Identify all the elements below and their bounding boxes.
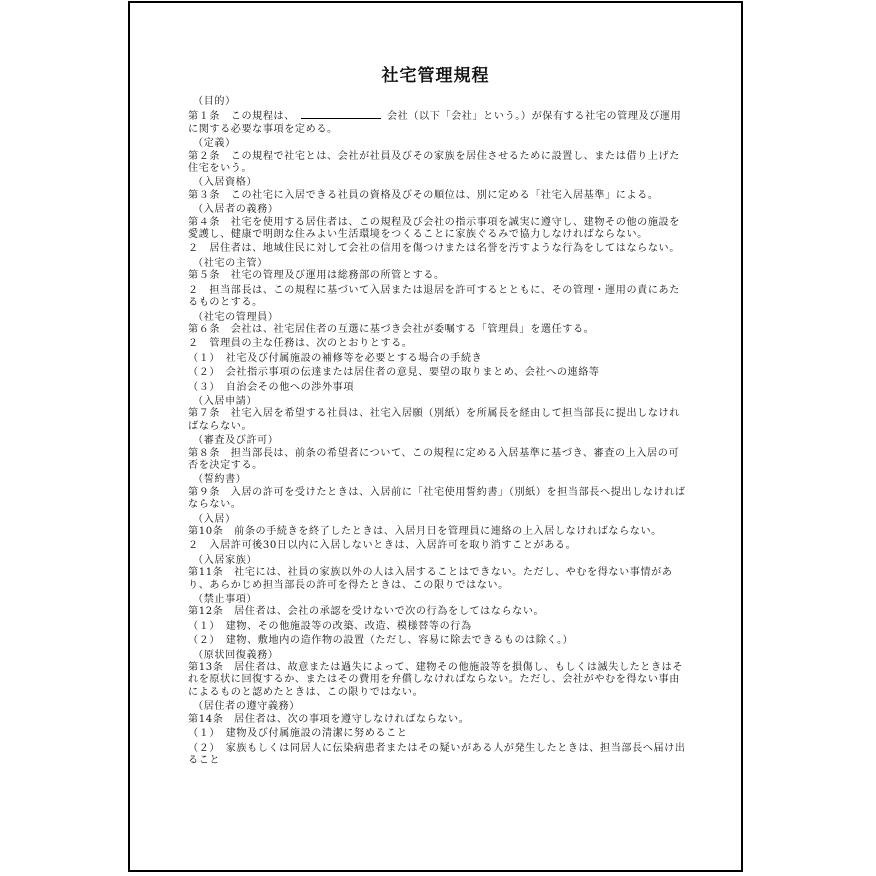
article-paragraph: 第５条 社宅の管理及び運用は総務部の所管とする。 xyxy=(188,270,445,282)
document-page xyxy=(128,1,743,872)
article-paragraph: 第６条 会社は、社宅居住者の互選に基づき会社が委嘱する「管理員」を選任する。 xyxy=(188,323,595,335)
article-paragraph: 第３条 この社宅に入居できる社員の資格及びその順位は、別に定める「社宅入居基準」による。 xyxy=(188,189,659,201)
section-heading: （入居申請） xyxy=(193,395,258,407)
section-heading: （定義） xyxy=(193,138,236,150)
article-paragraph: 第12条 居住者は、会社の承認を受けないで次の行為をしてはならない。 xyxy=(188,606,545,618)
section-heading: （入居家族） xyxy=(193,554,258,566)
article-paragraph: （２） 家族もしくは同居人に伝染病患者またはその疑いがある人が発生したときは、担当部長へ届け出ること xyxy=(188,742,686,766)
section-heading: （社宅の主管） xyxy=(193,257,268,269)
section-heading: （居住者の遵守義務） xyxy=(193,701,300,713)
article-paragraph: （１） 建物及び付属施設の清潔に努めること xyxy=(188,728,408,740)
company-name-blank xyxy=(301,108,381,119)
article-paragraph xyxy=(188,108,686,136)
article-paragraph: 第９条 入居の許可を受けたときは、入居前に「社宅使用誓約書」（別紙）を担当部長へ提出しなければならない。 xyxy=(188,486,686,511)
article-paragraph: 第13条 居住者は、故意または過失によって、建物その他施設等を損傷し、もしくは滅失したときはそれを原状に回復するか、またはその費用を弁償しなければならない。ただし、会社がやむを得ない事由によるものと認めたときは、この限りではない。 xyxy=(188,662,684,698)
article-paragraph: 第４条 社宅を使用する居住者は、この規程及び会社の指示事項を誠実に遵守し、建物その他の施設を愛護し、健康で明朗な住みよい生活環境をつくることに家族ぐるみで協力しなければならない。 xyxy=(188,216,680,241)
section-heading: （審査及び許可） xyxy=(193,435,279,447)
article-paragraph: 第２条 この規程で社宅とは、会社が社員及びその家族を居住させるために設置し、または借り上げた住宅をいう。 xyxy=(188,150,680,175)
page-title: 社宅管理規程 xyxy=(381,66,490,86)
article-paragraph: ２ 入居許可後30日以内に入居しないときは、入居許可を取り消すことがある。 xyxy=(188,540,577,552)
article-paragraph: （１） 社宅及び付属施設の補修等を必要とする場合の手続き xyxy=(188,352,483,364)
section-heading: （誓約書） xyxy=(193,474,247,486)
paragraph-text: 第１条 この規程は、 xyxy=(188,111,295,123)
document-body xyxy=(188,94,686,769)
article-paragraph: 第７条 社宅入居を希望する社員は、社宅入居願（別紙）を所属長を経由して担当部長に提出しなければならない。 xyxy=(188,408,680,432)
article-paragraph: 第８条 担当部長は、前条の希望者について、この規程に定める入居基準に基づき、審査の上入居の可否を決定する。 xyxy=(188,447,680,471)
section-heading: （目的） xyxy=(193,96,236,107)
article-paragraph: 第11条 社宅には、社員の家族以外の人は入居することはできない。ただし、やむを得ない事情があり、あらかじめ担当部長の許可を得たときは、この限りではない。 xyxy=(188,567,673,591)
section-heading: （入居者の義務） xyxy=(193,204,279,216)
article-paragraph: （２） 会社指示事項の伝達または居住者の意見、要望の取りまとめ、会社への連絡等 xyxy=(188,367,600,379)
paragraph-text: 会社（以下「会社」という。）が保有する社宅の管理及び運用に関する必要な事項を定める。 xyxy=(188,111,682,135)
section-heading: （禁止事項） xyxy=(193,594,258,606)
article-paragraph: 第14条 居住者は、次の事項を遵守しなければならない。 xyxy=(188,713,470,725)
section-heading: （入居） xyxy=(193,513,236,525)
article-paragraph: ２ 担当部長は、この規程に基づいて入居または退居を許可するとともに、その管理・運用の責にあたるものとする。 xyxy=(188,284,680,309)
article-paragraph: ２ 居住者は、地域住民に対して会社の信用を傷つけまたは名誉を汚すような行為をしてはならない。 xyxy=(188,243,680,255)
article-paragraph: （１） 建物、その他施設等の改築、改造、模様替等の行為 xyxy=(188,620,472,632)
section-heading: （原状回復義務） xyxy=(193,649,279,661)
article-paragraph: ２ 管理員の主な任務は、次のとおりとする。 xyxy=(188,338,413,350)
article-paragraph: （２） 建物、敷地内の造作物の設置（ただし、容易に除去できるものは除く。） xyxy=(188,635,574,647)
article-paragraph: （３） 自治会その他への渉外事項 xyxy=(188,381,355,393)
section-heading: （社宅の管理員） xyxy=(193,311,279,323)
article-paragraph: 第10条 前条の手続きを終了したときは、入居月日を管理員に連絡の上入居しなければならない。 xyxy=(188,526,662,537)
section-heading: （入居資格） xyxy=(193,177,258,189)
